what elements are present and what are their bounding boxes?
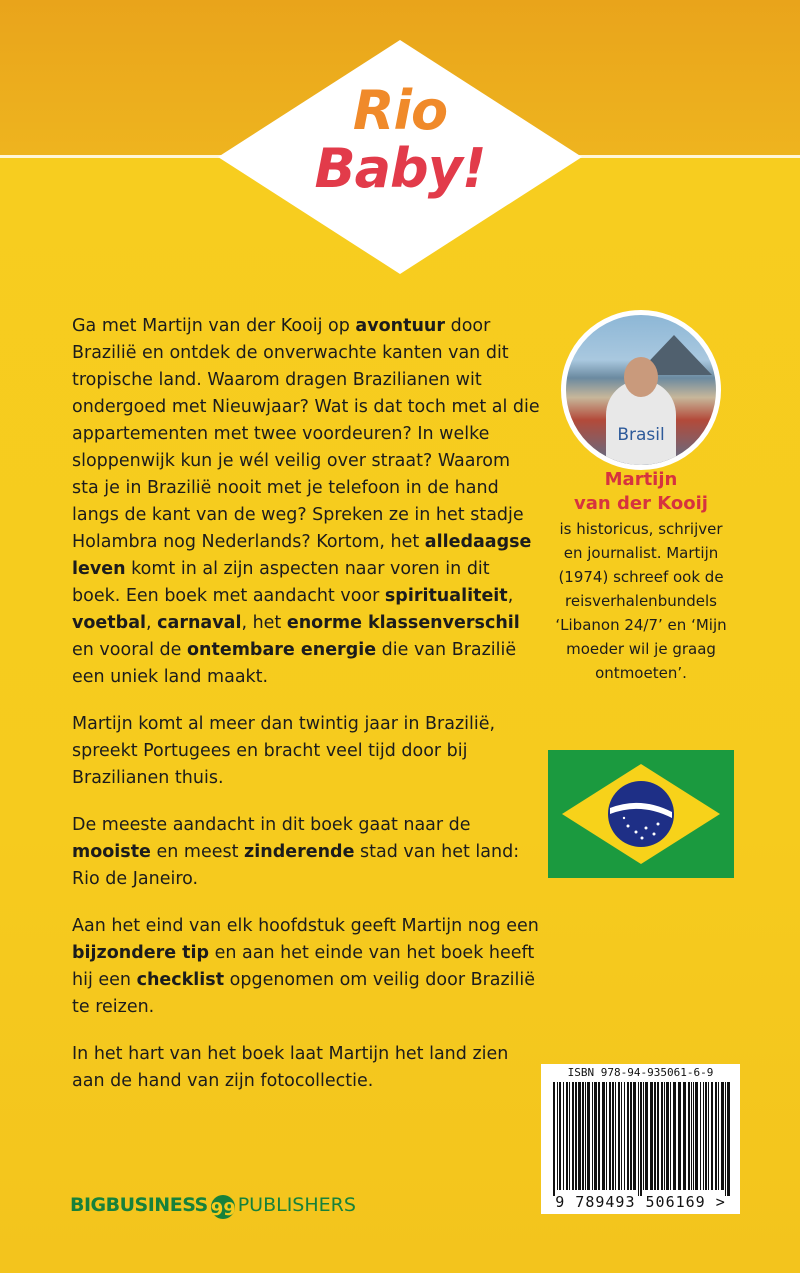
barcode-bar <box>621 1082 622 1190</box>
highlight-text: avontuur <box>355 316 446 336</box>
highlight-text: mooiste <box>72 842 151 862</box>
body-text: en meest <box>150 842 245 862</box>
barcode-bar <box>566 1082 568 1190</box>
barcode-bar <box>643 1082 644 1190</box>
barcode-bar <box>683 1082 686 1190</box>
barcode-bar <box>553 1082 555 1196</box>
body-text: door Brazilië en ontdek de onverwachte kanten van dit tropische land. Waarom dragen Brazilianen wit ondergoed met Nieuwjaar? Wat is dat toch met al die appartementen met twee voordeuren? In welke sloppenwijk kun je wél veilig over straat? Waarom sta je in Brazilië nooit met je telefoon in de hand langs de kant van de weg? Spreken ze in het stadje Holambra nog Nederlands? Kortom, het <box>72 316 540 552</box>
barcode-bar <box>715 1082 717 1190</box>
barcode-bar <box>618 1082 620 1190</box>
barcode-bar <box>587 1082 590 1190</box>
body-text: In het hart van het boek laat Martijn het land zien aan de hand van zijn fotocollectie. <box>72 1044 509 1091</box>
body-text: stad van het land: Rio de Janeiro. <box>72 842 520 889</box>
barcode-bar <box>703 1082 704 1190</box>
barcode-bar <box>575 1082 577 1190</box>
barcode-bar <box>624 1082 625 1190</box>
blurb-paragraph-4 <box>72 913 542 1021</box>
barcode-bar <box>693 1082 694 1190</box>
barcode-bar <box>627 1082 629 1190</box>
barcode-bar <box>721 1082 724 1190</box>
barcode-bar <box>594 1082 597 1190</box>
barcode-bar <box>661 1082 663 1190</box>
body-text: Martijn komt al meer dan twintig jaar in Brazilië, spreekt Portugees en bracht veel tijd door bij Brazilianen thuis. <box>72 714 496 788</box>
highlight-text: ontembare energie <box>186 640 377 660</box>
barcode-bar <box>598 1082 600 1190</box>
barcode-bar <box>633 1082 636 1190</box>
highlight-text: bijzondere tip <box>72 943 210 963</box>
back-cover-blurb <box>72 313 542 1115</box>
barcode-bar <box>654 1082 656 1190</box>
author-photo <box>561 310 721 470</box>
blurb-paragraph-2 <box>72 711 542 792</box>
isbn-label: ISBN 978-94-935061-6-9 <box>567 1066 714 1079</box>
barcode-bars <box>541 1064 740 1214</box>
barcode-bar <box>666 1082 669 1190</box>
barcode-bar <box>711 1082 713 1190</box>
barcode-bar <box>673 1082 676 1190</box>
barcode-bar <box>650 1082 653 1190</box>
body-text: die van Brazilië een uniek land maakt. <box>72 640 517 687</box>
body-text: , het <box>241 613 287 633</box>
barcode-bar <box>572 1082 574 1190</box>
barcode-bar <box>578 1082 581 1190</box>
barcode-bar <box>630 1082 632 1190</box>
body-text: , <box>146 613 158 633</box>
barcode-bar <box>725 1082 726 1196</box>
highlight-text: enorme klassenverschil <box>286 613 520 633</box>
barcode-bar <box>559 1082 561 1190</box>
isbn-barcode <box>541 1064 740 1214</box>
barcode-bar <box>688 1082 690 1190</box>
blurb-paragraph-1 <box>72 313 542 691</box>
isbn-digits: 9 789493 506169 > <box>555 1193 726 1211</box>
title-line-1: Rio <box>352 79 448 142</box>
barcode-bar <box>718 1082 719 1190</box>
quote-icon: 99 <box>211 1195 235 1219</box>
author-name-line-1: Martijn <box>604 469 678 490</box>
author-name <box>551 468 731 516</box>
highlight-text: spiritualiteit <box>384 586 508 606</box>
blurb-paragraph-5 <box>72 1041 542 1095</box>
brazil-flag-graphic <box>548 750 734 878</box>
barcode-bar <box>645 1082 648 1190</box>
barcode-bar <box>612 1082 614 1190</box>
barcode-bar <box>657 1082 659 1190</box>
barcode-bar <box>640 1082 642 1196</box>
barcode-bar <box>664 1082 665 1190</box>
publisher-logo <box>70 1190 356 1220</box>
author-name-line-2: van der Kooij <box>574 493 708 514</box>
barcode-bar <box>557 1082 558 1190</box>
body-text: Aan het eind van elk hoofdstuk geeft Martijn nog een <box>72 916 539 936</box>
barcode-bar <box>592 1082 593 1190</box>
body-text: Ga met Martijn van der Kooij op <box>72 316 356 336</box>
barcode-bar <box>606 1082 607 1190</box>
barcode-bar <box>615 1082 616 1190</box>
body-text: , <box>507 586 514 606</box>
publisher-name-bold: BIGBUSINESS <box>70 1194 208 1216</box>
barcode-bar <box>563 1082 564 1190</box>
barcode-bar <box>670 1082 671 1190</box>
author-head <box>624 357 658 397</box>
barcode-bar <box>691 1082 692 1190</box>
highlight-text: alledaagse leven <box>72 532 532 579</box>
body-text: en aan het einde van het boek heeft hij een <box>72 943 535 990</box>
barcode-bar <box>585 1082 586 1190</box>
barcode-bar <box>582 1082 584 1190</box>
author-bio: is historicus, schrijver en journalist. Martijn (1974) schreef ook de reisverhalenbundels ‘Libanon 24/7’ en ‘Mijn moeder wil je graag ontmoeten’. <box>555 520 727 682</box>
barcode-bar <box>609 1082 611 1190</box>
body-text: komt in al zijn aspecten naar voren in dit boek. Een boek met aandacht voor <box>72 559 490 606</box>
shirt-text: Brasil <box>617 425 665 445</box>
publisher-name-regular: PUBLISHERS <box>237 1194 356 1216</box>
blurb-paragraph-3 <box>72 812 542 893</box>
brazil-flag-icon <box>548 750 734 878</box>
barcode-bar <box>602 1082 605 1190</box>
highlight-text: checklist <box>136 970 225 990</box>
body-text: De meeste aandacht in dit boek gaat naar de <box>72 815 471 835</box>
barcode-bar <box>705 1082 707 1190</box>
body-text: opgenomen om veilig door Brazilië te reizen. <box>72 970 536 1017</box>
highlight-text: carnaval <box>157 613 242 633</box>
barcode-bar <box>708 1082 709 1190</box>
barcode-bar <box>638 1082 639 1196</box>
barcode-bar <box>695 1082 698 1190</box>
body-text: en vooral de <box>72 640 187 660</box>
barcode-bar <box>727 1082 730 1196</box>
barcode-bar <box>678 1082 681 1190</box>
title-line-2: Baby! <box>314 137 486 200</box>
highlight-text: voetbal <box>72 613 146 633</box>
barcode-bar <box>700 1082 701 1190</box>
highlight-text: zinderende <box>244 842 355 862</box>
book-title <box>300 79 500 200</box>
barcode-bar <box>569 1082 570 1190</box>
